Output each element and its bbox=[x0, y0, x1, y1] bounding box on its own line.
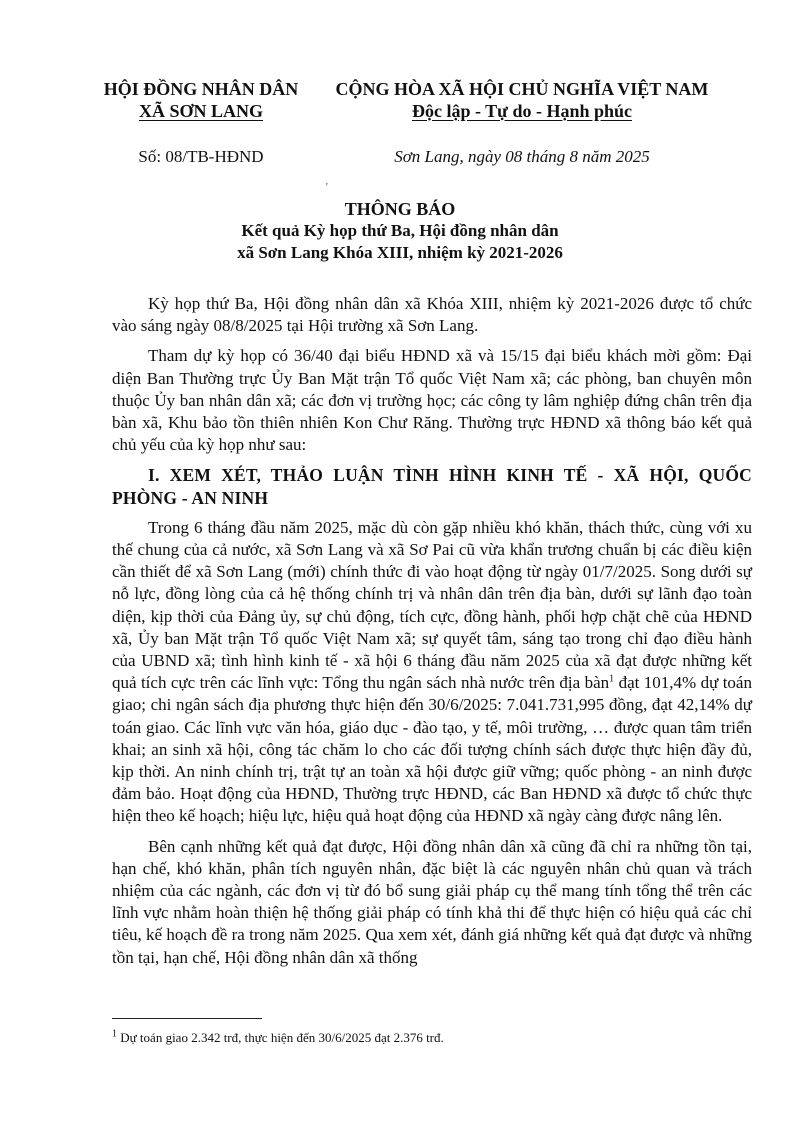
paragraph-attendance: Tham dự kỳ họp có 36/40 đại biểu HĐND xã và 15/15 đại biểu khách mời gồm: Đại diện Ban Thường trực Ủy Ban Mặt trận Tổ quốc Việt Nam xã; các phòng, ban chuyên môn thuộc Ủy ban nhân dân xã; các đơn vị trường học; các công ty lâm nghiệp đứng chân trên địa bàn xã, Khu bảo tồn thiên nhiên Kon Chư Răng. Thường trực HĐND xã thông báo kết quả chủ yếu của kỳ họp như sau: bbox=[112, 346, 752, 455]
footnote-marker: 1 bbox=[112, 1028, 117, 1040]
document-title: THÔNG BÁO bbox=[344, 199, 456, 219]
paragraph-socioeconomic-part2: đạt 101,4% dự toán giao; chi ngân sách địa phương thực hiện đến 30/6/2025: 7.041.731,995 đồng, đạt 42,14% dự toán giao. Các lĩnh vực văn hóa, giáo dục - đào tạo, y tế, môi trường, … được quan tâm triển khai; an sinh xã hội, công tác chăm lo cho các đối tượng chính sách được thực hiện đầy đủ, kịp thời. An ninh chính trị, trật tự an toàn xã hội được giữ vững; quốc phòng - an ninh được đảm bảo. Hoạt động của HĐND, Thường trực HĐND, các Ban HĐND xã được tổ chức thực hiện theo kế hoạch; hiệu lực, hiệu quả hoạt động của HĐND xã ngày càng được nâng lên. bbox=[112, 673, 752, 826]
document-subtitle bbox=[100, 220, 700, 264]
country-name: CỘNG HÒA XÃ HỘI CHỦ NGHĨA VIỆT NAM bbox=[335, 79, 709, 99]
footnote-divider bbox=[112, 1018, 262, 1019]
document-body bbox=[112, 293, 752, 977]
paragraph-limitations: Bên cạnh những kết quả đạt được, Hội đồng nhân dân xã cũng đã chỉ ra những tồn tại, hạn chế, khó khăn, phân tích nguyên nhân, đặc biệt là các nguyên nhân chủ quan và trách nhiệm của các ngành, các đơn vị từ đó bổ sung giải pháp cụ thể mang tính tổng thể trên các lĩnh vực nhằm hoàn thiện hệ thống giải pháp có tính khả thi để thực hiện có hiệu quả các chỉ tiêu, kế hoạch đề ra trong năm 2025. Qua xem xét, đánh giá những kết quả đạt được và những tồn tại, hạn chế, Hội đồng nhân dân xã thống bbox=[112, 836, 752, 967]
paragraph-socioeconomic bbox=[112, 517, 752, 828]
subtitle-line2: xã Sơn Lang Khóa XIII, nhiệm kỳ 2021-2026 bbox=[237, 243, 563, 262]
issuing-organization bbox=[86, 78, 316, 122]
footnote-reference[interactable]: 1 bbox=[609, 673, 615, 685]
paragraph-socioeconomic-part1: Trong 6 tháng đầu năm 2025, mặc dù còn gặp nhiều khó khăn, thách thức, cùng với xu thế chung của cả nước, xã Sơn Lang và xã Sơ Pai cũ vừa khẩn trương chuẩn bị các điều kiện cần thiết để xã Sơn Lang (mới) chính thức đi vào hoạt động từ ngày 01/7/2025. Song dưới sự nỗ lực, đồng lòng của cả hệ thống chính trị và nhân dân trên địa bàn, dưới sự lãnh đạo toàn diện, kịp thời của Đảng ủy, sự chủ động, tích cực, đồng hành, phối hợp chặt chẽ của HĐND xã, Ủy ban Mặt trận Tổ quốc Việt Nam xã; sự quyết tâm, sáng tạo trong chỉ đạo điều hành của UBND xã; tình hình kinh tế - xã hội 6 tháng đầu năm 2025 của xã đạt được những kết quả tích cực trên các lĩnh vực: Tổng thu ngân sách nhà nước trên địa bàn bbox=[112, 517, 752, 693]
subtitle-line1: Kết quả Kỳ họp thứ Ba, Hội đồng nhân dân bbox=[241, 221, 559, 240]
national-header bbox=[322, 78, 722, 122]
section-heading-1: I. XEM XÉT, THẢO LUẬN TÌNH HÌNH KINH TẾ - XÃ HỘI, QUỐC PHÒNG - AN NINH bbox=[112, 465, 752, 508]
org-name-line1: HỘI ĐỒNG NHÂN DÂN bbox=[103, 79, 299, 99]
scan-mark: ' bbox=[326, 182, 328, 193]
footnote-text: Dự toán giao 2.342 trđ, thực hiện đến 30/6/2025 đạt 2.376 trđ. bbox=[117, 1030, 444, 1045]
paragraph-opening: Kỳ họp thứ Ba, Hội đồng nhân dân xã Khóa XIII, nhiệm kỳ 2021-2026 được tổ chức vào sáng ngày 08/8/2025 tại Hội trường xã Sơn Lang. bbox=[112, 294, 752, 336]
footnote bbox=[112, 1030, 752, 1046]
national-motto: Độc lập - Tự do - Hạnh phúc bbox=[411, 101, 633, 121]
document-number: Số: 08/TB-HĐND bbox=[138, 147, 264, 166]
place-and-date: Sơn Lang, ngày 08 tháng 8 năm 2025 bbox=[394, 147, 650, 166]
org-name-line2: XÃ SƠN LANG bbox=[138, 101, 263, 121]
